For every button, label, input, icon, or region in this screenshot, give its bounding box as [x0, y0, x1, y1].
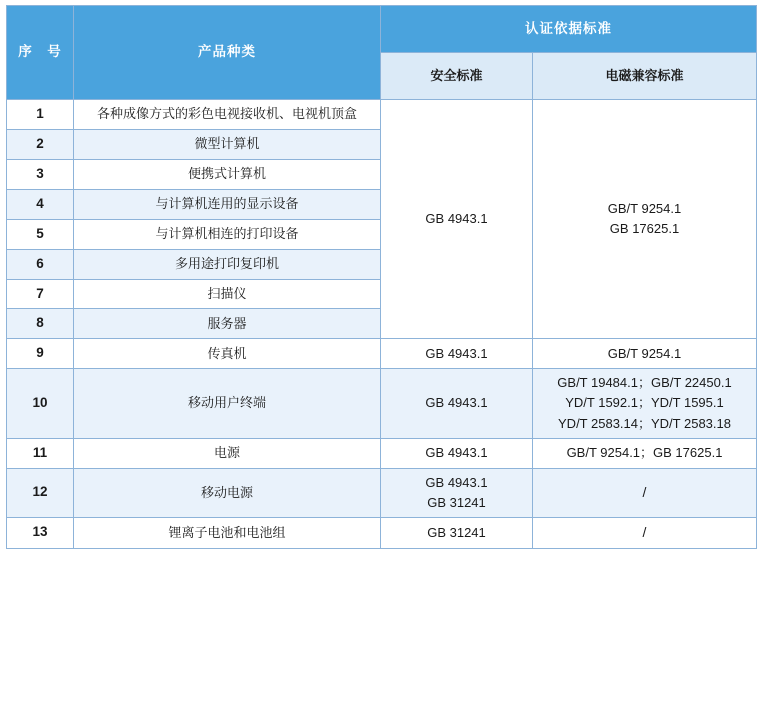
table-body — [7, 100, 757, 549]
column-header-number: 序 号 — [7, 6, 74, 100]
table-row — [7, 339, 757, 369]
row-number: 5 — [7, 219, 74, 249]
safety-standard-line-1: GB 4943.1 — [425, 474, 488, 490]
table-row — [7, 100, 757, 130]
emc-standard-line-2: GB 17625.1 — [609, 221, 680, 237]
table-row — [7, 438, 757, 468]
row-emc-standard: / — [533, 468, 757, 517]
row-safety-standard: GB 4943.1 — [381, 369, 533, 438]
table-header-row-1 — [7, 6, 757, 53]
row-product-type: 与计算机相连的打印设备 — [74, 219, 381, 249]
table-row — [7, 517, 757, 548]
row-safety-standard — [381, 468, 533, 517]
row-number: 11 — [7, 438, 74, 468]
row-product-type: 移动电源 — [74, 468, 381, 517]
row-number: 4 — [7, 189, 74, 219]
row-number: 9 — [7, 339, 74, 369]
row-product-type: 多用途打印复印机 — [74, 249, 381, 279]
certification-standards-table — [6, 5, 757, 549]
row-number: 1 — [7, 100, 74, 130]
row-safety-standard: GB 31241 — [381, 517, 533, 548]
table-row — [7, 468, 757, 517]
emc-standard-line-1: GB/T 19484.1；GB/T 22450.1 — [557, 375, 732, 391]
row-emc-standard: GB/T 9254.1；GB 17625.1 — [533, 438, 757, 468]
row-product-type: 传真机 — [74, 339, 381, 369]
row-emc-standard — [533, 369, 757, 438]
column-header-safety-standard: 安全标准 — [381, 53, 533, 100]
row-product-type: 锂离子电池和电池组 — [74, 517, 381, 548]
column-header-certification-basis: 认证依据标准 — [381, 6, 757, 53]
row-safety-standard: GB 4943.1 — [381, 339, 533, 369]
row-product-type: 移动用户终端 — [74, 369, 381, 438]
column-header-product-type: 产品种类 — [74, 6, 381, 100]
row-number: 10 — [7, 369, 74, 438]
emc-standard-line-2: YD/T 1592.1；YD/T 1595.1 — [565, 395, 724, 411]
row-product-type: 服务器 — [74, 309, 381, 339]
row-product-type: 微型计算机 — [74, 129, 381, 159]
table-header — [7, 6, 757, 100]
row-number: 3 — [7, 159, 74, 189]
row-number: 13 — [7, 517, 74, 548]
table-row — [7, 369, 757, 438]
row-product-type: 电源 — [74, 438, 381, 468]
row-number: 8 — [7, 309, 74, 339]
row-product-type: 与计算机连用的显示设备 — [74, 189, 381, 219]
merged-safety-standard-1-8: GB 4943.1 — [381, 100, 533, 339]
row-number: 7 — [7, 279, 74, 309]
row-number: 12 — [7, 468, 74, 517]
row-emc-standard: / — [533, 517, 757, 548]
row-product-type: 便携式计算机 — [74, 159, 381, 189]
merged-emc-standard-1-8 — [533, 100, 757, 339]
emc-standard-line-3: YD/T 2583.14；YD/T 2583.18 — [558, 415, 731, 431]
row-product-type: 扫描仪 — [74, 279, 381, 309]
row-number: 2 — [7, 129, 74, 159]
emc-standard-line-1: GB/T 9254.1 — [607, 201, 682, 217]
row-safety-standard: GB 4943.1 — [381, 438, 533, 468]
row-product-type: 各种成像方式的彩色电视接收机、电视机顶盒 — [74, 100, 381, 130]
safety-standard-line-2: GB 31241 — [427, 494, 486, 510]
column-header-emc-standard: 电磁兼容标准 — [533, 53, 757, 100]
row-number: 6 — [7, 249, 74, 279]
row-emc-standard: GB/T 9254.1 — [533, 339, 757, 369]
